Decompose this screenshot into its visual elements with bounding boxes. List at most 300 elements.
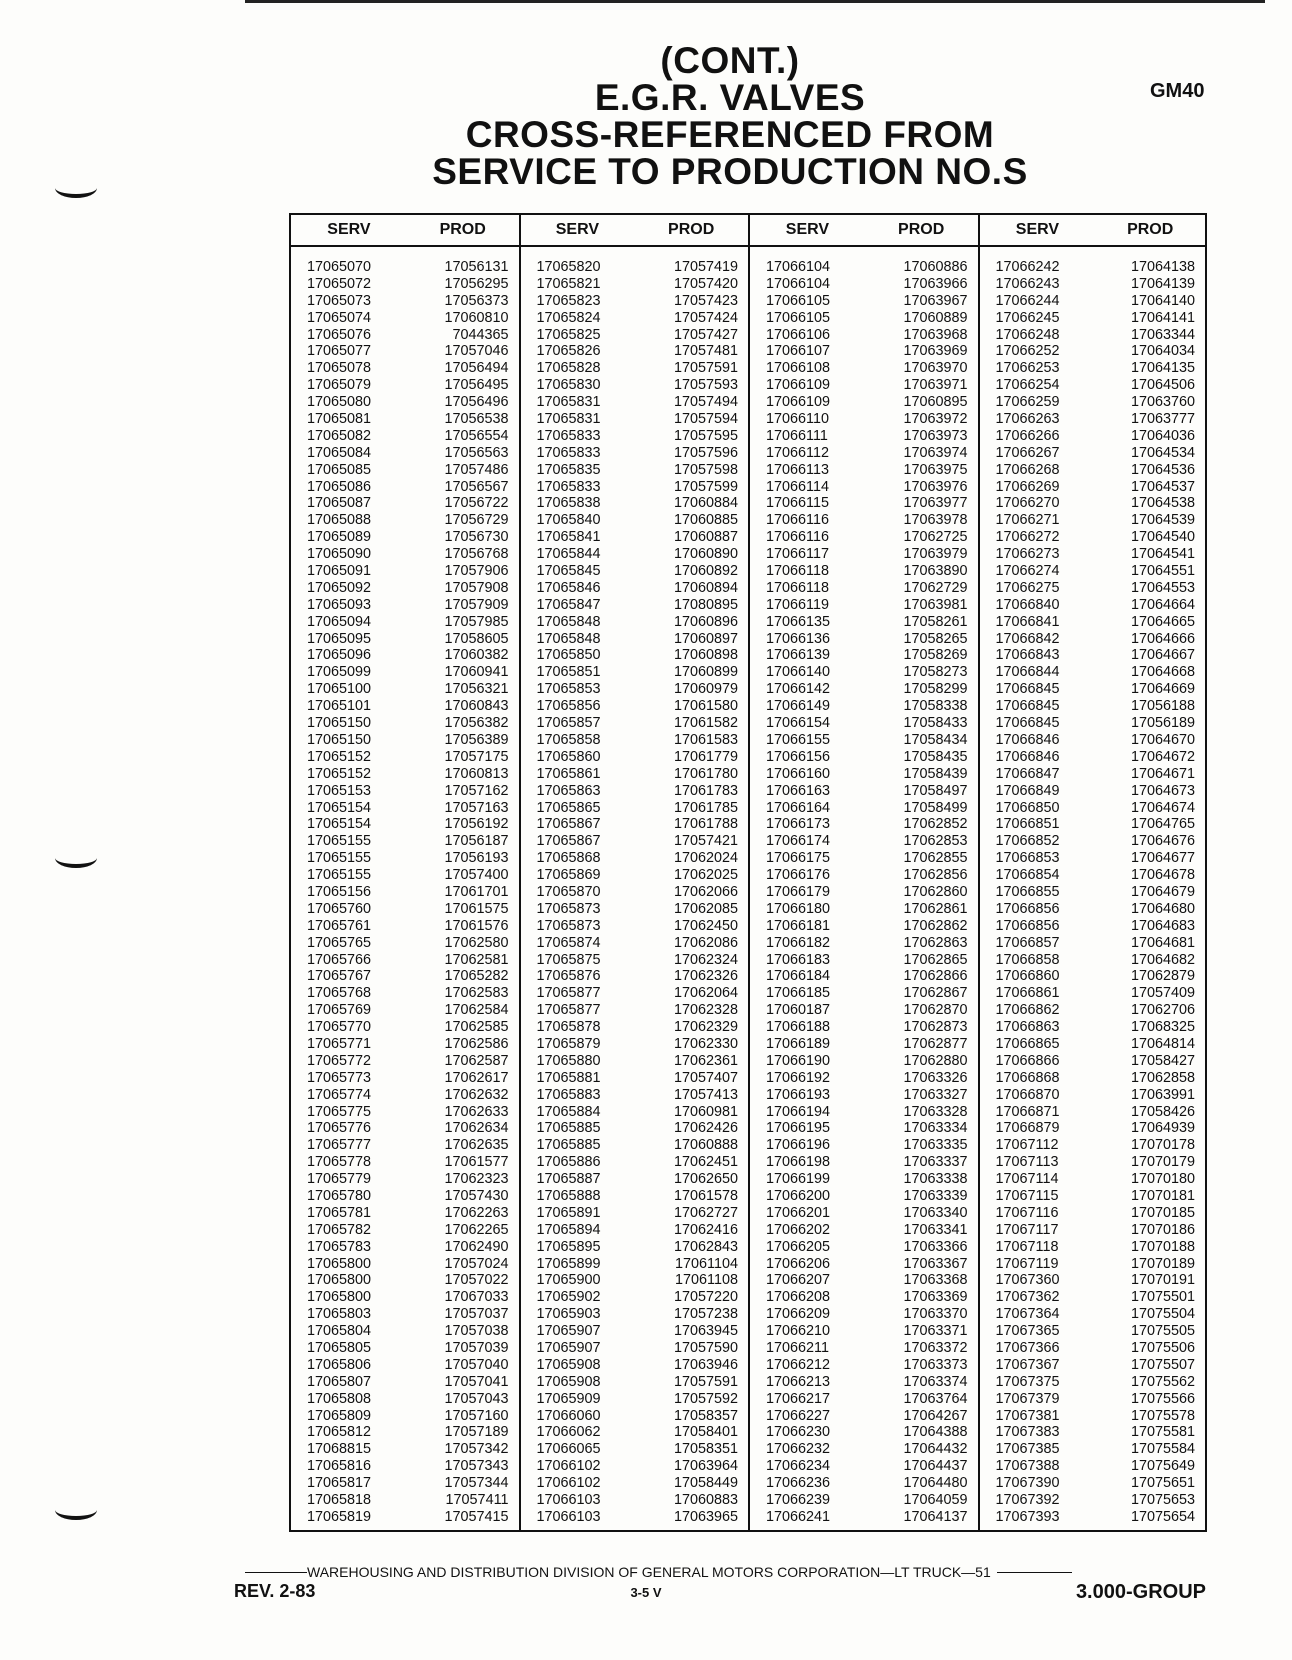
- serv-number: 17066111: [766, 427, 828, 444]
- prod-number: 17060887: [673, 529, 739, 546]
- prod-number: 17056189: [1130, 715, 1195, 732]
- prod-number: 17061783: [673, 782, 739, 799]
- serv-number: 17066192: [766, 1069, 831, 1086]
- prod-number: 17056567: [444, 478, 509, 495]
- prod-number: 17060895: [903, 394, 968, 411]
- serv-number: 17067116: [995, 1204, 1059, 1221]
- serv-number: 17066849: [995, 782, 1060, 799]
- serv-number: 17066102: [536, 1458, 601, 1475]
- column-header: PROD: [1095, 214, 1206, 246]
- prod-number: 17063965: [673, 1508, 739, 1525]
- serv-number: 17066104: [766, 259, 831, 275]
- footer-text: WAREHOUSING AND DISTRIBUTION DIVISION OF GENERAL MOTORS CORPORATION—LT TRUCK—51: [307, 1564, 991, 1580]
- serv-number: 17065153: [307, 782, 372, 799]
- serv-number: 17066252: [995, 343, 1060, 360]
- serv-number: 17066175: [766, 850, 831, 867]
- prod-number: 17061578: [673, 1187, 739, 1204]
- prod-number: 17058427: [1130, 1052, 1195, 1069]
- serv-number: 17065847: [536, 596, 601, 613]
- prod-number: 17060894: [673, 579, 739, 596]
- serv-number: 17065781: [307, 1204, 372, 1221]
- prod-column: [1115, 259, 1205, 1526]
- prod-number: 17058269: [903, 647, 968, 664]
- serv-number: 17065840: [536, 512, 601, 529]
- prod-number: 17058338: [903, 698, 968, 715]
- serv-number: 17066842: [995, 630, 1060, 647]
- prod-number: 17064680: [1130, 900, 1195, 917]
- prod-number: 17058434: [903, 731, 968, 748]
- serv-number: 17066870: [995, 1086, 1060, 1103]
- serv-number: 17065828: [536, 360, 601, 377]
- prod-number: 17058499: [903, 799, 968, 816]
- serv-number: 17066118: [766, 579, 829, 596]
- serv-number: 17066060: [536, 1407, 601, 1424]
- prod-number: 17062863: [903, 934, 968, 951]
- serv-number: 17065100: [307, 681, 372, 698]
- prod-number: 17075501: [1130, 1289, 1195, 1306]
- serv-number: 17066108: [766, 360, 831, 377]
- prod-number: 17061780: [673, 765, 739, 782]
- footer-rule-right: [997, 1572, 1072, 1573]
- serv-number: 17065848: [536, 630, 601, 647]
- serv-number: 17066230: [766, 1424, 831, 1441]
- prod-number: 17063366: [903, 1238, 968, 1255]
- serv-number: 17066135: [766, 613, 831, 630]
- prod-number: 17056188: [1130, 698, 1195, 715]
- prod-number: 17061575: [444, 900, 509, 917]
- prod-number: 17060885: [673, 512, 739, 529]
- prod-number: 17062025: [673, 867, 739, 884]
- serv-number: 17065850: [536, 647, 601, 664]
- serv-number: 17066196: [766, 1137, 831, 1154]
- serv-number: 17065767: [307, 968, 372, 985]
- serv-number: 17066114: [766, 478, 829, 495]
- prod-number: 17056494: [444, 360, 509, 377]
- serv-number: 17065771: [307, 1035, 372, 1052]
- serv-number: 17065777: [307, 1137, 372, 1154]
- prod-number: 17064139: [1130, 275, 1195, 292]
- prod-number: 17075651: [1130, 1475, 1195, 1492]
- prod-number: 17064683: [1130, 917, 1195, 934]
- serv-number: 17066156: [766, 748, 831, 765]
- prod-number: 17056192: [444, 816, 509, 833]
- serv-number: 17066843: [995, 647, 1060, 664]
- prod-number: 17057427: [673, 326, 739, 343]
- prod-number: 17064388: [903, 1424, 968, 1441]
- prod-number: 17064678: [1130, 867, 1195, 884]
- prod-number: 17056554: [444, 427, 509, 444]
- prod-number: 17063764: [903, 1390, 968, 1407]
- prod-number: 17064539: [1130, 512, 1195, 529]
- serv-number: 17066104: [766, 275, 831, 292]
- serv-number: 17066868: [995, 1069, 1060, 1086]
- prod-number: 17063967: [903, 292, 968, 309]
- prod-number: 17063945: [673, 1323, 739, 1340]
- serv-number: 17066199: [766, 1171, 831, 1188]
- serv-number: 17066879: [995, 1120, 1060, 1137]
- serv-number: 17066253: [995, 360, 1060, 377]
- serv-number: 17067375: [995, 1373, 1060, 1390]
- prod-number: 17064679: [1130, 883, 1195, 900]
- prod-number: 17058426: [1130, 1103, 1195, 1120]
- serv-number: 17065155: [307, 833, 372, 850]
- serv-number: 17066117: [766, 546, 829, 563]
- prod-number: 17057415: [444, 1508, 509, 1525]
- serv-number: 17066109: [766, 394, 831, 411]
- serv-number: 17066190: [766, 1052, 831, 1069]
- prod-number: 17063976: [903, 478, 968, 495]
- serv-number: 17066865: [995, 1035, 1060, 1052]
- serv-number: 17066176: [766, 867, 831, 884]
- serv-number: 17066116: [766, 512, 829, 529]
- serv-number: 17065087: [307, 495, 372, 512]
- serv-number: 17065845: [536, 563, 601, 580]
- serv-number: 17067117: [995, 1221, 1059, 1238]
- prod-number: 17064536: [1130, 461, 1195, 478]
- prod-number: 17064138: [1130, 259, 1195, 275]
- prod-number: 17060884: [673, 495, 739, 512]
- serv-number: 17066862: [995, 1002, 1060, 1019]
- serv-number: 17065824: [536, 309, 601, 326]
- serv-number: 17067392: [995, 1492, 1060, 1509]
- serv-number: 17065857: [536, 715, 601, 732]
- prod-number: 17063340: [903, 1204, 968, 1221]
- serv-number: 17066846: [995, 748, 1060, 765]
- serv-number: 17065150: [307, 715, 372, 732]
- prod-number: 17062634: [444, 1120, 509, 1137]
- serv-number: 17066850: [995, 799, 1060, 816]
- prod-number: 17062024: [673, 850, 739, 867]
- serv-number: 17065088: [307, 512, 372, 529]
- serv-number: 17065874: [536, 934, 601, 951]
- serv-number: 17066841: [995, 613, 1060, 630]
- prod-number: 17063344: [1130, 326, 1195, 343]
- prod-number: 17058449: [673, 1475, 739, 1492]
- prod-number: 17063367: [903, 1255, 968, 1272]
- serv-number: 17065760: [307, 900, 372, 917]
- prod-number: 17064141: [1130, 309, 1195, 326]
- serv-number: 17068815: [307, 1441, 372, 1458]
- serv-number: 17066136: [766, 630, 831, 647]
- prod-number: 17057906: [444, 563, 509, 580]
- prod-number: 17057594: [673, 411, 739, 428]
- serv-number: 17065858: [536, 731, 601, 748]
- serv-number: 17065820: [536, 259, 601, 275]
- prod-number: 17063972: [903, 411, 968, 428]
- prod-number: 17063964: [673, 1458, 739, 1475]
- serv-number: 17066189: [766, 1035, 831, 1052]
- serv-number: 17066103: [536, 1508, 601, 1525]
- serv-number: 17066856: [995, 917, 1060, 934]
- serv-number: 17066105: [766, 292, 831, 309]
- serv-number: 17065818: [307, 1492, 372, 1509]
- serv-number: 17067383: [995, 1424, 1060, 1441]
- prod-number: 17062867: [903, 985, 968, 1002]
- prod-number: 17060898: [673, 647, 739, 664]
- prod-number: 17057424: [673, 309, 739, 326]
- prod-number: 17062632: [444, 1086, 509, 1103]
- serv-number: 17065876: [536, 968, 601, 985]
- serv-number: 17066195: [766, 1120, 831, 1137]
- prod-number: 17057400: [444, 867, 509, 884]
- serv-number: 17066105: [766, 309, 831, 326]
- serv-number: 17066854: [995, 867, 1060, 884]
- serv-number: 17065096: [307, 647, 372, 664]
- prod-number: 17070178: [1130, 1137, 1195, 1154]
- prod-number: 17061582: [673, 715, 739, 732]
- prod-number: 17062862: [903, 917, 968, 934]
- prod-number: 17075507: [1130, 1356, 1195, 1373]
- prod-number: 17057160: [444, 1407, 509, 1424]
- serv-number: 17066245: [995, 309, 1060, 326]
- title-line-1: (CONT.): [660, 40, 800, 81]
- prod-number: 17062870: [903, 1002, 968, 1019]
- serv-number: 17065091: [307, 563, 372, 580]
- group-label: 3.000-GROUP: [1075, 1581, 1206, 1603]
- serv-number: 17067113: [995, 1154, 1059, 1171]
- serv-number: 17065807: [307, 1373, 372, 1390]
- serv-number: 17065090: [307, 546, 372, 563]
- prod-number: 17062855: [903, 850, 968, 867]
- serv-number: 17065809: [307, 1407, 372, 1424]
- serv-number: 17065861: [536, 765, 601, 782]
- prod-number: 17063978: [903, 512, 968, 529]
- prod-number: 17063338: [903, 1171, 968, 1188]
- prod-number: 17056187: [444, 833, 509, 850]
- serv-number: 17066180: [766, 900, 831, 917]
- prod-number: 17063991: [1130, 1086, 1195, 1103]
- serv-number: 17066115: [766, 495, 829, 512]
- prod-number: 17064665: [1130, 613, 1195, 630]
- prod-number: 17070186: [1130, 1221, 1195, 1238]
- prod-number: 17063370: [903, 1306, 968, 1323]
- page-number: 3-5 V: [630, 1585, 662, 1600]
- prod-number: 17064437: [903, 1458, 968, 1475]
- serv-number: 17067362: [995, 1289, 1060, 1306]
- serv-number: 17067379: [995, 1390, 1060, 1407]
- serv-number: 17065895: [536, 1238, 601, 1255]
- serv-number: 17065907: [536, 1340, 601, 1356]
- prod-number: 17063372: [903, 1340, 968, 1356]
- prod-number: 17060813: [444, 765, 509, 782]
- prod-number: 17064667: [1130, 647, 1195, 664]
- serv-number: 17066208: [766, 1289, 831, 1306]
- serv-number: 17066275: [995, 579, 1060, 596]
- prod-number: 17058497: [903, 782, 968, 799]
- serv-number: 17066205: [766, 1238, 831, 1255]
- serv-number: 17065808: [307, 1390, 372, 1407]
- prod-number: 17057593: [673, 377, 739, 394]
- prod-number: 17057419: [673, 259, 739, 275]
- prod-number: 17063335: [903, 1137, 968, 1154]
- serv-number: 17065833: [536, 478, 601, 495]
- serv-number: 17066107: [766, 343, 831, 360]
- prod-number: 17064541: [1130, 546, 1195, 563]
- prod-number: 17056729: [444, 512, 509, 529]
- prod-number: 17063777: [1130, 411, 1195, 428]
- title-line-4: SERVICE TO PRODUCTION NO.S: [432, 151, 1028, 192]
- serv-number: 17066227: [766, 1407, 831, 1424]
- serv-number: 17066109: [766, 377, 831, 394]
- serv-number: 17065094: [307, 613, 372, 630]
- serv-number: 17066194: [766, 1103, 831, 1120]
- prod-number: 17056722: [444, 495, 509, 512]
- serv-number: 17066244: [995, 292, 1060, 309]
- serv-number: 17065886: [536, 1154, 601, 1171]
- serv-number: 17066856: [995, 900, 1060, 917]
- prod-number: 17063970: [903, 360, 968, 377]
- serv-number: 17065851: [536, 664, 601, 681]
- prod-number: 17057413: [673, 1086, 739, 1103]
- prod-number: 17062329: [673, 1019, 739, 1036]
- serv-number: 17066242: [995, 259, 1060, 275]
- prod-number: 17062858: [1130, 1069, 1195, 1086]
- prod-number: 17062727: [673, 1204, 739, 1221]
- serv-number: 17065093: [307, 596, 372, 613]
- prod-number: 17057598: [673, 461, 739, 478]
- serv-number: 17065154: [307, 816, 372, 833]
- prod-number: 17062617: [444, 1069, 509, 1086]
- prod-number: 17058299: [903, 681, 968, 698]
- prod-number: 17062326: [673, 968, 739, 985]
- serv-number: 17065880: [536, 1052, 601, 1069]
- prod-number: 17064135: [1130, 360, 1195, 377]
- prod-number: 17075654: [1130, 1508, 1195, 1525]
- prod-number: 17064267: [903, 1407, 968, 1424]
- serv-number: 17066857: [995, 934, 1060, 951]
- revision-label: REV. 2-83: [234, 1581, 316, 1601]
- prod-number: 17064059: [903, 1492, 968, 1509]
- prod-number: 17056730: [444, 529, 509, 546]
- prod-number: 17061104: [675, 1255, 739, 1272]
- prod-number: 17063337: [903, 1154, 968, 1171]
- serv-number: 17065869: [536, 867, 601, 884]
- prod-number: 17061583: [673, 731, 739, 748]
- serv-number: 17065074: [307, 309, 372, 326]
- serv-number: 17066263: [995, 411, 1060, 428]
- title-line-2: E.G.R. VALVES: [594, 77, 866, 118]
- prod-number: 17062330: [673, 1035, 739, 1052]
- prod-number: 17062328: [673, 1002, 739, 1019]
- serv-number: 17066846: [995, 731, 1060, 748]
- prod-number: 17064538: [1130, 495, 1195, 512]
- serv-number: 17066206: [766, 1255, 831, 1272]
- serv-number: 17066217: [766, 1390, 831, 1407]
- serv-number: 17065073: [307, 292, 372, 309]
- serv-number: 17065894: [536, 1221, 601, 1238]
- serv-number: 17066155: [766, 731, 831, 748]
- prod-number: 17075566: [1130, 1390, 1195, 1407]
- serv-number: 17067393: [995, 1508, 1060, 1525]
- prod-number: 17056131: [444, 259, 509, 275]
- serv-number: 17065774: [307, 1086, 372, 1103]
- prod-number: 17064540: [1130, 529, 1195, 546]
- serv-number: 17065154: [307, 799, 372, 816]
- serv-number: 17065800: [307, 1272, 372, 1289]
- serv-number: 17066174: [766, 833, 831, 850]
- serv-number: 17066112: [766, 444, 829, 461]
- prod-number: 17060810: [444, 309, 509, 326]
- prod-number: 17057592: [673, 1390, 739, 1407]
- prod-number: 17062086: [673, 934, 739, 951]
- prod-number: 17057494: [673, 394, 739, 411]
- prod-number: 17063326: [903, 1069, 968, 1086]
- serv-number: 17066113: [766, 461, 829, 478]
- prod-number: 17062843: [673, 1238, 739, 1255]
- serv-number: 17065776: [307, 1120, 372, 1137]
- prod-column: [885, 259, 978, 1526]
- serv-number: 17066212: [766, 1356, 831, 1373]
- prod-number: 17057040: [444, 1356, 509, 1373]
- serv-number: 17065804: [307, 1323, 372, 1340]
- serv-number: 17065089: [307, 529, 372, 546]
- prod-number: 17057024: [444, 1255, 509, 1272]
- prod-number: 17062064: [673, 985, 739, 1002]
- prod-number: 17058605: [444, 630, 509, 647]
- prod-number: 17061701: [444, 883, 509, 900]
- serv-number: 17065821: [536, 275, 601, 292]
- serv-number: 17066183: [766, 951, 831, 968]
- prod-number: 17058357: [673, 1407, 739, 1424]
- prod-number: 17063977: [903, 495, 968, 512]
- serv-number: 17065908: [536, 1356, 601, 1373]
- serv-number: 17066858: [995, 951, 1060, 968]
- serv-number: 17066184: [766, 968, 831, 985]
- prod-number: 17063981: [903, 596, 968, 613]
- prod-number: 17062323: [444, 1171, 509, 1188]
- prod-number: 17060382: [444, 647, 509, 664]
- prod-number: 17064534: [1130, 444, 1195, 461]
- prod-number: 17064676: [1130, 833, 1195, 850]
- serv-number: 17065076: [307, 326, 372, 343]
- serv-number: 17066236: [766, 1475, 831, 1492]
- prod-number: 17063969: [903, 343, 968, 360]
- prod-number: 17062587: [444, 1052, 509, 1069]
- serv-column: [537, 259, 635, 1526]
- prod-number: 17070180: [1130, 1171, 1195, 1188]
- serv-number: 17065805: [307, 1340, 372, 1356]
- prod-number: 17061779: [673, 748, 739, 765]
- prod-number: 17063973: [903, 427, 968, 444]
- serv-number: 17065766: [307, 951, 372, 968]
- prod-number: 17075653: [1130, 1492, 1195, 1509]
- prod-number: 17062861: [903, 900, 968, 917]
- serv-number: 17065081: [307, 411, 372, 428]
- prod-number: 17063890: [903, 563, 968, 580]
- prod-number: 17062586: [444, 1035, 509, 1052]
- prod-number: 17060888: [673, 1137, 739, 1154]
- prod-number: 17063946: [673, 1356, 739, 1373]
- serv-number: 17065816: [307, 1458, 372, 1475]
- serv-number: 17066840: [995, 596, 1060, 613]
- serv-number: 17066200: [766, 1187, 831, 1204]
- serv-number: 17066102: [536, 1475, 601, 1492]
- prod-number: 17063966: [903, 275, 968, 292]
- serv-number: 17065773: [307, 1069, 372, 1086]
- prod-number: 17057039: [444, 1340, 509, 1356]
- serv-number: 17065891: [536, 1204, 601, 1221]
- prod-number: 17062879: [1130, 968, 1195, 985]
- serv-number: 17065826: [536, 343, 601, 360]
- prod-number: 17060897: [673, 630, 739, 647]
- prod-number: 17064674: [1130, 799, 1195, 816]
- prod-number: 17062416: [673, 1221, 739, 1238]
- serv-number: 17066188: [766, 1019, 831, 1036]
- serv-number: 17066179: [766, 883, 831, 900]
- prod-number: 17057409: [1130, 985, 1195, 1002]
- serv-number: 17066182: [766, 934, 831, 951]
- serv-number: 17067390: [995, 1475, 1060, 1492]
